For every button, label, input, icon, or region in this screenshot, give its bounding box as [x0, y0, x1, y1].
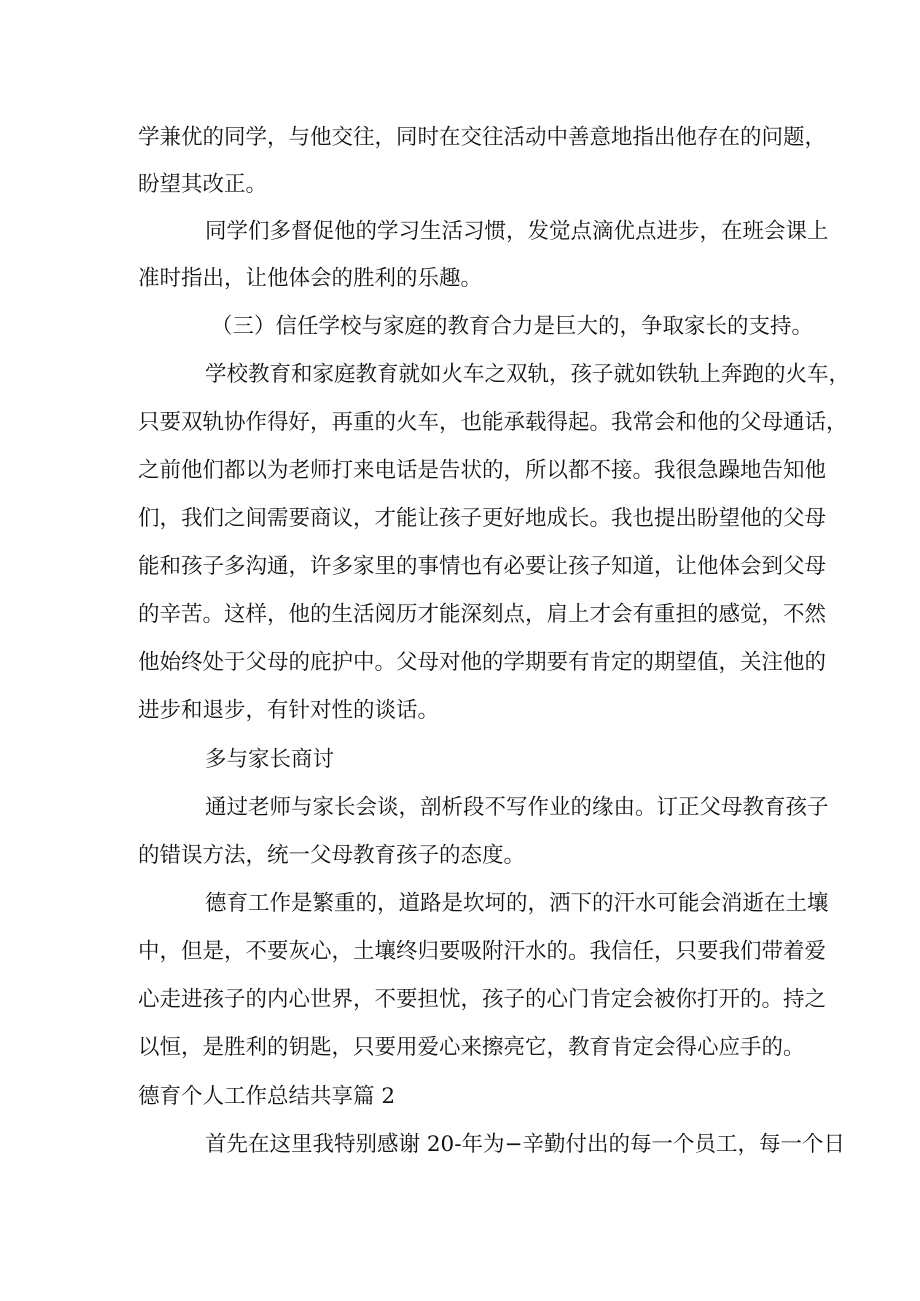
- paragraph-line: 准时指出，让他体会的胜利的乐趣。: [138, 266, 483, 291]
- paragraph-line: 首先在这里我特别感谢 20-年为−辛勤付出的每一个员工，每一个日: [205, 1132, 845, 1157]
- paragraph-line: 学兼优的同学，与他交往，同时在交往活动中善意地指出他存在的问题，: [138, 125, 827, 150]
- paragraph-line: 盼望其改正。: [138, 172, 268, 197]
- paragraph-line: 他始终处于父母的庇护中。父母对他的学期要有肯定的期望值，关注他的: [138, 650, 827, 675]
- paragraph-line: 中，但是，不要灰心，土壤终归要吸附汗水的。我信任，只要我们带着爱: [138, 939, 827, 964]
- paragraph-line: 能和孩子多沟通，许多家里的事情也有必要让孩子知道，让他体会到父母: [138, 554, 827, 579]
- paragraph-line: 以恒，是胜利的钥匙，只要用爱心来擦亮它，教育肯定会得心应手的。: [138, 1035, 805, 1060]
- paragraph-line: 只要双轨协作得好，再重的火车，也能承载得起。我常会和他的父母通话，: [138, 410, 848, 435]
- paragraph-line: 学校教育和家庭教育就如火车之双轨，孩子就如铁轨上奔跑的火车，: [205, 362, 851, 387]
- paragraph-line: 的错误方法，统一父母教育孩子的态度。: [138, 843, 526, 868]
- paragraph-line: 心走进孩子的内心世界，不要担忧，孩子的心门肯定会被你打开的。持之: [138, 987, 827, 1012]
- section-title: 德育个人工作总结共享篇 2: [138, 1084, 396, 1109]
- paragraph-line: 德育工作是繁重的，道路是坎坷的，洒下的汗水可能会消逝在土壤: [205, 891, 829, 916]
- section-heading: （三）信任学校与家庭的教育合力是巨大的，争取家长的支持。: [211, 314, 814, 339]
- paragraph-line: 之前他们都以为老师打来电话是告状的，所以都不接。我很急躁地告知他: [138, 458, 827, 483]
- subheading: 多与家长商讨: [205, 747, 335, 772]
- paragraph-line: 通过老师与家长会谈，剖析段不写作业的缘由。订正父母教育孩子: [205, 795, 829, 820]
- paragraph-line: 们，我们之间需要商议，才能让孩子更好地成长。我也提出盼望他的父母: [138, 506, 827, 531]
- paragraph-line: 同学们多督促他的学习生活习惯，发觉点滴优点进步，在班会课上: [205, 219, 829, 244]
- paragraph-line: 进步和退步，有针对性的谈话。: [138, 698, 440, 723]
- paragraph-line: 的辛苦。这样，他的生活阅历才能深刻点，肩上才会有重担的感觉，不然: [138, 602, 827, 627]
